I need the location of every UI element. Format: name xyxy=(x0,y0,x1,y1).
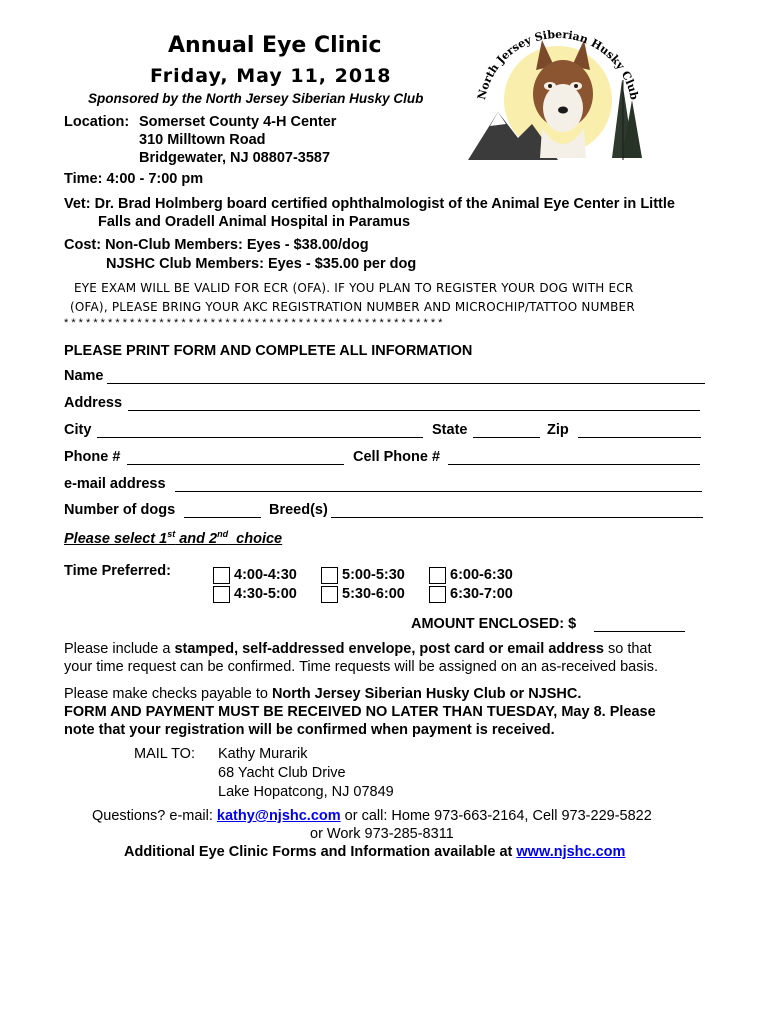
cost-line2: NJSHC Club Members: Eyes - $35.00 per dog xyxy=(106,256,417,272)
city-field[interactable] xyxy=(97,437,423,438)
cell-phone-field[interactable] xyxy=(448,464,700,465)
phone-label: Phone # xyxy=(64,449,121,465)
location-line1: Somerset County 4-H Center xyxy=(139,114,337,130)
mail-to-label: MAIL TO: xyxy=(134,746,195,762)
questions-line xyxy=(92,808,652,824)
amount-enclosed-label: AMOUNT ENCLOSED: $ xyxy=(411,616,577,632)
state-label: State xyxy=(432,422,468,438)
ecr-note-line2: (OFA), PLEASE BRING YOUR AKC REGISTRATION NUMBER AND MICROCHIP/TATTOO NUMBER xyxy=(70,300,635,314)
phone-field[interactable] xyxy=(127,464,344,465)
choice-sup-1: st xyxy=(167,529,176,539)
vet-line2: Falls and Oradell Animal Hospital in Paramus xyxy=(98,214,411,230)
choice-instruction xyxy=(64,529,282,547)
slot-checkbox-4[interactable] xyxy=(321,586,338,603)
choice-text-c: choice xyxy=(228,530,283,547)
deadline-line1: FORM AND PAYMENT MUST BE RECEIVED NO LATER THAN TUESDAY, May 8. Please xyxy=(64,704,656,720)
dogs-field[interactable] xyxy=(184,517,261,518)
envelope-instruction xyxy=(64,641,652,657)
envelope-instruction-line2: your time request can be confirmed. Time requests will be assigned on an as-received basis. xyxy=(64,659,658,675)
state-field[interactable] xyxy=(473,437,540,438)
location-line2: 310 Milltown Road xyxy=(139,132,266,148)
name-label: Name xyxy=(64,368,104,384)
ecr-note-line1: EYE EXAM WILL BE VALID FOR ECR (OFA). IF YOU PLAN TO REGISTER YOUR DOG WITH ECR xyxy=(74,281,634,295)
club-logo xyxy=(462,20,647,165)
name-field[interactable] xyxy=(107,383,705,384)
email-label: e-mail address xyxy=(64,476,166,492)
checks-payable xyxy=(64,686,581,702)
checks-text-a: Please make checks payable to xyxy=(64,686,272,702)
location-line3: Bridgewater, NJ 08807-3587 xyxy=(139,150,331,166)
zip-label: Zip xyxy=(547,422,569,438)
form-heading: PLEASE PRINT FORM AND COMPLETE ALL INFORMATION xyxy=(64,343,473,359)
envelope-text-b: stamped, self-addressed envelope, post card or email address xyxy=(174,641,604,657)
slot-label-2: 4:30-5:00 xyxy=(234,586,297,602)
contact-email-link[interactable]: kathy@njshc.com xyxy=(216,808,341,824)
time-preferred-label: Time Preferred: xyxy=(64,563,171,579)
mail-name: Kathy Murarik xyxy=(218,746,308,762)
address-label: Address xyxy=(64,395,123,411)
logo-arc-text: North Jersey Siberian Husky Club xyxy=(475,27,641,101)
questions-prefix: Questions? e-mail: xyxy=(92,808,217,824)
envelope-text-c: so that xyxy=(603,641,652,657)
slot-checkbox-6[interactable] xyxy=(429,586,446,603)
sponsor-line: Sponsored by the North Jersey Siberian Husky Club xyxy=(88,91,424,106)
vet-line1: Vet: Dr. Brad Holmberg board certified ophthalmologist of the Animal Eye Center in Little xyxy=(64,196,675,212)
choice-sup-2: nd xyxy=(217,529,229,539)
slot-label-6: 6:30-7:00 xyxy=(450,586,513,602)
slot-checkbox-3[interactable] xyxy=(321,567,338,584)
cost-line1: Cost: Non-Club Members: Eyes - $38.00/dog xyxy=(64,237,369,253)
location-label: Location: xyxy=(64,114,130,130)
footer-text: Additional Eye Clinic Forms and Information available at xyxy=(124,844,517,860)
choice-text-a: Please select 1 xyxy=(64,530,168,547)
website-link[interactable]: www.njshc.com xyxy=(516,844,626,860)
questions-line2: or Work 973-285-8311 xyxy=(310,826,454,842)
deadline-line2: note that your registration will be confirmed when payment is received. xyxy=(64,722,555,738)
envelope-text-a: Please include a xyxy=(64,641,175,657)
city-label: City xyxy=(64,422,92,438)
husky-logo-image xyxy=(462,20,647,165)
slot-checkbox-2[interactable] xyxy=(213,586,230,603)
mail-street: 68 Yacht Club Drive xyxy=(218,765,346,781)
amount-enclosed-field[interactable] xyxy=(594,631,685,632)
mail-city: Lake Hopatcong, NJ 07849 xyxy=(218,784,394,800)
slot-label-1: 4:00-4:30 xyxy=(234,567,297,583)
slot-label-4: 5:30-6:00 xyxy=(342,586,405,602)
email-field[interactable] xyxy=(175,491,702,492)
zip-field[interactable] xyxy=(578,437,701,438)
slot-checkbox-1[interactable] xyxy=(213,567,230,584)
slot-checkbox-5[interactable] xyxy=(429,567,446,584)
cell-phone-label: Cell Phone # xyxy=(353,449,441,465)
event-time: Time: 4:00 - 7:00 pm xyxy=(64,171,204,187)
event-date: Friday, May 11, 2018 xyxy=(150,65,392,87)
slot-label-3: 5:00-5:30 xyxy=(342,567,405,583)
questions-suffix: or call: Home 973-663-2164, Cell 973-229-5822 xyxy=(340,808,652,824)
page-title: Annual Eye Clinic xyxy=(168,33,382,58)
address-field[interactable] xyxy=(128,410,700,411)
dogs-label: Number of dogs xyxy=(64,502,176,518)
slot-label-5: 6:00-6:30 xyxy=(450,567,513,583)
breeds-label: Breed(s) xyxy=(269,502,328,518)
breeds-field[interactable] xyxy=(331,517,703,518)
divider-stars: * * * * * * * * * * * * * * * * * * * * * * * * * * * * * * * * * * * * * * * * * * * * * * * * * * * * xyxy=(64,317,443,329)
footer-line xyxy=(124,844,625,860)
choice-text-b: and 2 xyxy=(175,530,218,547)
checks-text-b: North Jersey Siberian Husky Club or NJSHC. xyxy=(271,686,582,702)
